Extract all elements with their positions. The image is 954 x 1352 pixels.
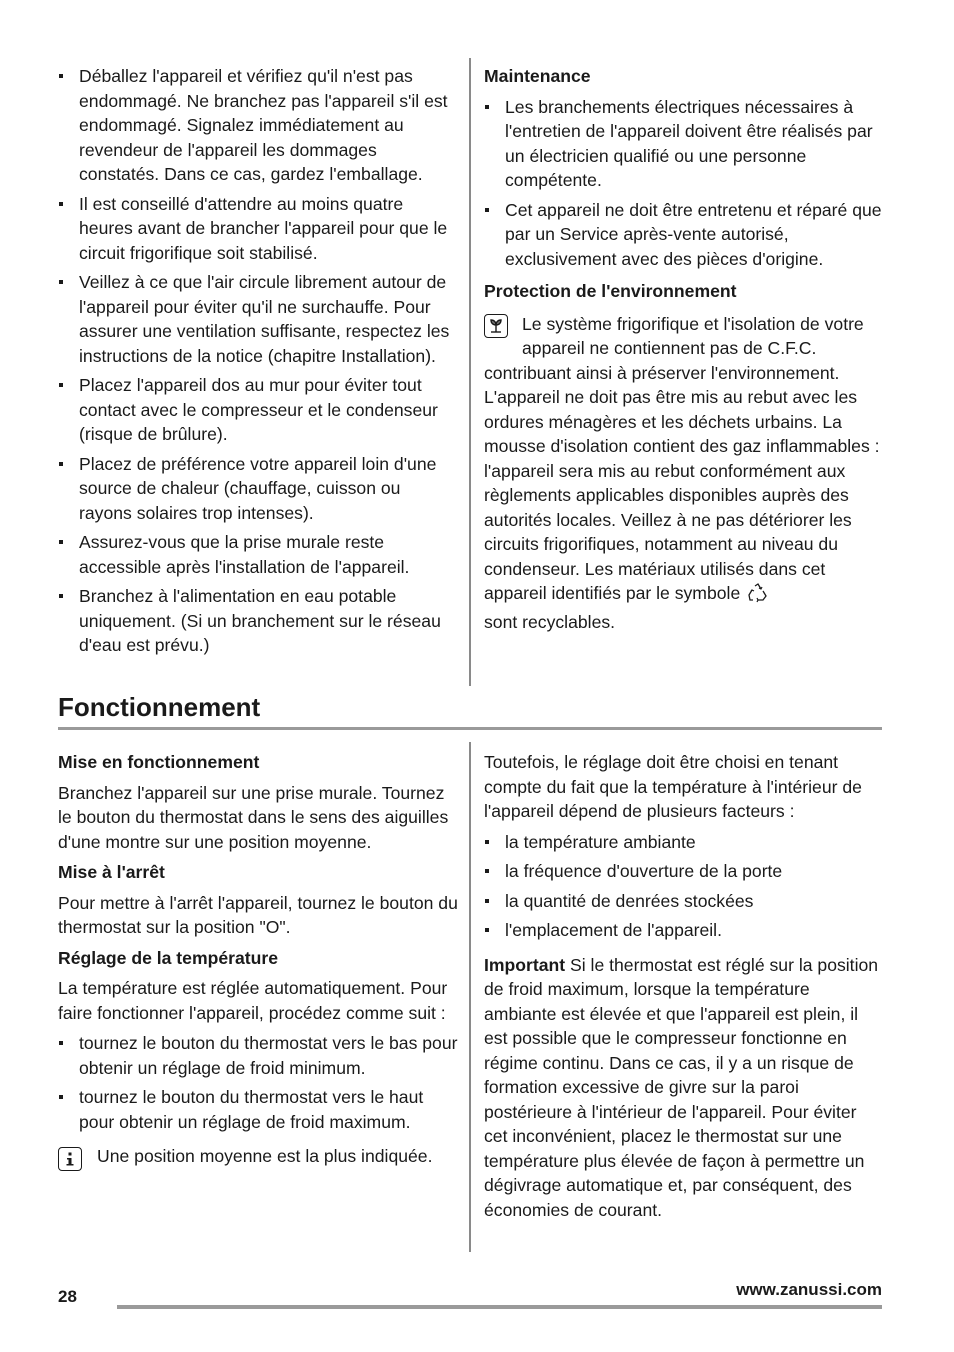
install-bullet-list xyxy=(58,64,454,658)
environment-text: Le système frigorifique et l'isolation de votre appareil ne contiennent pas de C.F.C. contribuant ainsi à préserver l'environnement. L'appareil ne doit pas être mis au rebut avec les ordures ménagères et les déchets urbains. La mousse d'isolation contient des gaz inflammables : l'appareil sera mis au rebut conformément aux règlements applicables disponibles auprès des autorités locales. Veillez à ne pas détériorer les circuits frigorifiques, notamment au niveau du condenseur. Les matériaux utilisés dans cet appareil identifiés par le symbole xyxy=(484,313,880,603)
environment-paragraph xyxy=(484,312,884,635)
temperature-text: La température est réglée automatiquement. Pour faire fonctionner l'appareil, procédez comme suit : xyxy=(58,978,448,1023)
environment-text-end: sont recyclables. xyxy=(484,611,616,632)
list-item: la température ambiante xyxy=(484,830,884,855)
info-icon xyxy=(58,1147,82,1171)
environment-icon xyxy=(484,314,508,338)
list-item: l'emplacement de l'appareil. xyxy=(484,918,884,943)
footer-url: www.zanussi.com xyxy=(736,1280,882,1299)
list-item: tournez le bouton du thermostat vers le bas pour obtenir un réglage de froid minimum. xyxy=(58,1031,460,1080)
list-item: Placez l'appareil dos au mur pour éviter tout contact avec le compresseur et le condenseur (risque de brûlure). xyxy=(58,373,454,447)
column-divider-top xyxy=(469,58,471,686)
important-paragraph xyxy=(484,953,884,1223)
top-right-column xyxy=(484,64,884,634)
top-left-column xyxy=(58,64,454,663)
factors-intro: Toutefois, le réglage doit être choisi en tenant compte du fait que la température à l'intérieur de l'appareil dépend de plusieurs facteurs : xyxy=(484,752,862,821)
bottom-right-column xyxy=(484,750,884,1228)
list-item: Veillez à ce que l'air circule librement autour de l'appareil pour éviter qu'il ne surchauffe. Pour assurer une ventilation suffisante, respectez les instructions de la notice (chapitre Installation). xyxy=(58,270,454,368)
list-item: Cet appareil ne doit être entretenu et réparé que par un Service après-vente autorisé, exclusivement avec des pièces d'origine. xyxy=(484,198,884,272)
temperature-bullet-list xyxy=(58,1031,460,1134)
recycle-icon xyxy=(747,583,769,610)
section-title: Fonctionnement xyxy=(58,692,261,722)
stop-text: Pour mettre à l'arrêt l'appareil, tournez le bouton du thermostat sur la position "O". xyxy=(58,892,458,937)
list-item: Déballez l'appareil et vérifiez qu'il n'est pas endommagé. Ne branchez pas l'appareil s'il est endommagé. Signalez immédiatement au revendeur de l'appareil les dommages constatés. Dans ce cas, gardez l'emballage. xyxy=(58,64,454,187)
list-item: la fréquence d'ouverture de la porte xyxy=(484,859,884,884)
footer-rule xyxy=(117,1305,882,1309)
list-item: Il est conseillé d'attendre au moins quatre heures avant de brancher l'appareil pour que le circuit frigorifique soit stabilisé. xyxy=(58,192,454,266)
info-note xyxy=(58,1144,460,1171)
start-heading: Mise en fonctionnement xyxy=(58,752,260,772)
maintenance-heading: Maintenance xyxy=(484,66,591,86)
list-item: la quantité de denrées stockées xyxy=(484,889,884,914)
list-item: Les branchements électriques nécessaires à l'entretien de l'appareil doivent être réalisés par un électricien qualifié ou une personne compétente. xyxy=(484,95,884,193)
maintenance-bullet-list xyxy=(484,95,884,272)
page-number: 28 xyxy=(58,1287,77,1306)
temperature-heading: Réglage de la température xyxy=(58,947,278,968)
environment-heading: Protection de l'environnement xyxy=(484,281,737,301)
list-item: Assurez-vous que la prise murale reste accessible après l'installation de l'appareil. xyxy=(58,530,454,579)
factors-bullet-list xyxy=(484,830,884,943)
important-label: Important xyxy=(484,954,566,975)
section-rule xyxy=(58,727,882,730)
list-item: Placez de préférence votre appareil loin d'une source de chaleur (chauffage, cuisson ou rayons solaires trop intenses). xyxy=(58,452,454,526)
info-text: Une position moyenne est la plus indiquée. xyxy=(97,1146,433,1166)
bottom-left-column xyxy=(58,750,460,1171)
start-text: Branchez l'appareil sur une prise murale. Tournez le bouton du thermostat dans le sens des aiguilles d'une montre sur une position moyenne. xyxy=(58,782,449,852)
list-item: Branchez à l'alimentation en eau potable uniquement. (Si un branchement sur le réseau d'eau est prévu.) xyxy=(58,584,454,658)
list-item: tournez le bouton du thermostat vers le haut pour obtenir un réglage de froid maximum. xyxy=(58,1085,460,1134)
column-divider-bottom xyxy=(469,742,471,1252)
important-text: Si le thermostat est réglé sur la position de froid maximum, lorsque la température ambiante est élevée et que l'appareil est plein, il est possible que le compresseur fonctionne en régime continu. Dans ce cas, il y a un risque de formation excessive de givre sur la paroi postérieure à l'intérieur de l'appareil. Pour éviter cet inconvénient, placez le thermostat sur une température plus élevée de façon à permettre un dégivrage automatique et, par conséquent, des économies de courant. xyxy=(484,954,879,1220)
stop-heading: Mise à l'arrêt xyxy=(58,862,165,882)
